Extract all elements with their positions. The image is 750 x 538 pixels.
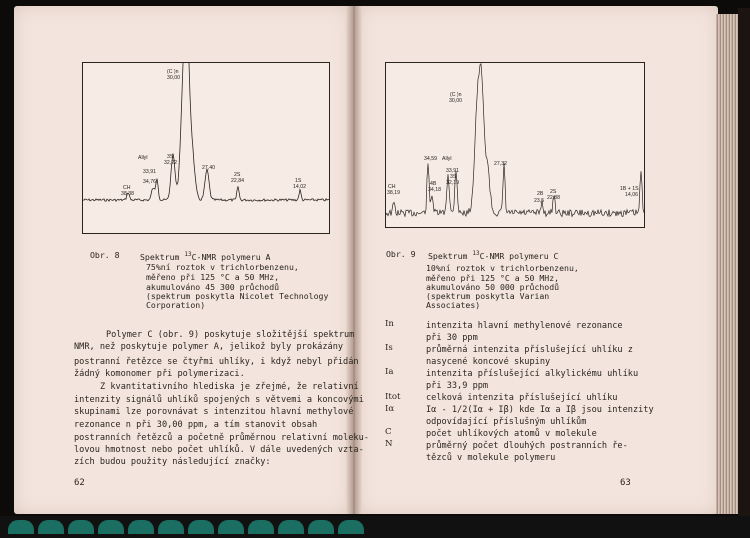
def-text: odpovídající příslušným uhlíkům bbox=[426, 417, 587, 427]
peak-value: 34,59 bbox=[424, 156, 437, 162]
figure-caption-line: 75%ní roztok v trichlorbenzenu, bbox=[146, 262, 299, 272]
def-text: tězců v molekule polymeru bbox=[426, 453, 556, 463]
figure-title-suffix: C-NMR polymeru A bbox=[191, 252, 271, 262]
def-symbol: In bbox=[385, 319, 394, 329]
peak-label: 2S bbox=[550, 189, 557, 195]
nmr-spectrum-chart-a bbox=[82, 62, 330, 234]
peak-label: CH bbox=[388, 184, 396, 190]
peak-label: (C )n bbox=[167, 69, 179, 75]
peak-label: 2S bbox=[234, 172, 241, 178]
peak-value: 34,18 bbox=[428, 187, 441, 193]
peak-label: (C )n bbox=[450, 92, 462, 98]
fabric-scallop bbox=[98, 520, 124, 534]
page-number-right: 63 bbox=[620, 478, 631, 488]
figure-caption-line: 10%ní roztok v trichlorbenzenu, bbox=[426, 263, 579, 273]
peak-value: 23,5 bbox=[534, 198, 545, 204]
figure-title bbox=[140, 250, 270, 263]
nmr-spectrum-chart-c bbox=[385, 62, 645, 228]
peak-value: 27,40 bbox=[202, 165, 215, 171]
peak-value: 22,84 bbox=[231, 178, 244, 184]
fabric-scallop bbox=[8, 520, 34, 534]
def-text: při 30 ppm bbox=[426, 333, 478, 343]
peak-label: 4B bbox=[430, 181, 437, 187]
figure-caption-line: Corporation) bbox=[146, 300, 206, 310]
peak-value: 38,19 bbox=[387, 190, 400, 196]
body-line: intenzity signálů uhlíků spojených s větvemi a koncovými bbox=[74, 395, 364, 405]
peak-value: 32,19 bbox=[446, 180, 459, 186]
figure-title bbox=[428, 249, 558, 262]
peak-value: 33,91 bbox=[446, 168, 459, 174]
fabric-scallop bbox=[278, 520, 304, 534]
peak-labels-c bbox=[387, 92, 639, 204]
figure-caption-line: akumulováno 50 000 průchodů bbox=[426, 282, 560, 292]
figure-title-sup: 13 bbox=[472, 250, 480, 257]
def-text: intenzita hlavní methylenové rezonance bbox=[426, 321, 623, 331]
body-line: rezonance n při 30,00 ppm, a tím stanovit obsah bbox=[74, 420, 318, 430]
figure-title-suffix: C-NMR polymeru C bbox=[479, 251, 559, 261]
def-symbol: Iα bbox=[385, 404, 395, 414]
fabric-scallop bbox=[188, 520, 214, 534]
figure-label: Obr. 8 bbox=[90, 250, 120, 260]
peak-value: 27,32 bbox=[494, 161, 507, 167]
peak-value: 38,38 bbox=[121, 191, 134, 197]
page-number-left: 62 bbox=[74, 478, 85, 488]
peak-value: 33,91 bbox=[143, 169, 156, 175]
body-line: postranní řetězce se čtyřmi uhlíky, i když nebyl přidán bbox=[74, 357, 359, 367]
peak-labels-a bbox=[121, 69, 306, 197]
def-symbol: N bbox=[385, 439, 393, 449]
def-text: nasycené koncové skupiny bbox=[426, 357, 551, 367]
body-line: Polymer C (obr. 9) poskytuje složitější spektrum bbox=[106, 330, 355, 340]
fabric-scallop bbox=[308, 520, 334, 534]
figure-caption-line: měřeno při 125 °C a 50 MHz, bbox=[426, 273, 560, 283]
peak-label: Allyl bbox=[442, 156, 452, 162]
peak-label: 3S bbox=[450, 174, 457, 180]
def-text: průměrný počet dlouhých postranních ře- bbox=[426, 441, 628, 451]
figure-label: Obr. 9 bbox=[386, 249, 416, 259]
figure-caption-line: akumulováno 45 300 průchodů bbox=[146, 282, 280, 292]
fabric-scallop bbox=[158, 520, 184, 534]
def-text: Iα - 1/2(Iα + Iβ) kde Iα a Iβ jsou intenzity bbox=[426, 405, 654, 415]
peak-value: 34,76 bbox=[143, 179, 156, 185]
peak-value: 14,02 bbox=[293, 184, 306, 190]
body-line: skupinami lze porovnávat s intenzitou hlavní methylové bbox=[74, 407, 354, 417]
fabric-scallop bbox=[248, 520, 274, 534]
fabric-scallop bbox=[218, 520, 244, 534]
def-text: průměrná intenzita příslušející uhlíku z bbox=[426, 345, 633, 355]
peak-value: 30,00 bbox=[167, 75, 180, 81]
fabric-scallop bbox=[38, 520, 64, 534]
peak-label: 2B bbox=[537, 191, 544, 197]
peak-label: CH bbox=[123, 185, 131, 191]
body-line: žádný komonomer při polymerizaci. bbox=[74, 369, 245, 379]
body-line: Z kvantitativního hlediska je zřejmé, že relativní bbox=[100, 382, 359, 392]
peak-value: 14,06 bbox=[625, 192, 638, 198]
figure-caption-line: měřeno při 125 °C a 50 MHz, bbox=[146, 272, 280, 282]
def-symbol: C bbox=[385, 427, 392, 437]
book-cover-edge bbox=[738, 8, 750, 528]
def-text: intenzita příslušející alkylickému uhlíku bbox=[426, 369, 639, 379]
figure-caption-line: (spektrum poskytla Nicolet Technology bbox=[146, 291, 329, 301]
peak-label: Allyl bbox=[138, 155, 148, 161]
fabric-scallop bbox=[68, 520, 94, 534]
body-line: lovou hmotnost nebo počet uhlíků. V dále uvedených vzta- bbox=[74, 445, 364, 455]
body-line: zích budou použity následující značky: bbox=[74, 457, 271, 467]
figure-title-prefix: Spektrum bbox=[428, 251, 468, 261]
figure-title-sup: 13 bbox=[184, 251, 192, 258]
def-text: celková intenzita příslušející uhlíku bbox=[426, 393, 618, 403]
peak-value: 32,22 bbox=[164, 160, 177, 166]
def-symbol: Ia bbox=[385, 367, 394, 377]
peak-value: 22,88 bbox=[547, 195, 560, 201]
def-text: při 33,9 ppm bbox=[426, 381, 489, 391]
peak-label: 1S bbox=[295, 178, 302, 184]
def-symbol: Itot bbox=[385, 392, 401, 402]
figure-caption-line: Associates) bbox=[426, 300, 481, 310]
fabric-scallop bbox=[128, 520, 154, 534]
body-line: postranních řetězců a početně průměrnou relativní moleku- bbox=[74, 433, 369, 443]
figure-caption-line: (spektrum poskytla Varian bbox=[426, 291, 550, 301]
fabric-scallop bbox=[338, 520, 364, 534]
peak-value: 30,00 bbox=[449, 98, 462, 104]
def-text: počet uhlíkových atomů v molekule bbox=[426, 429, 597, 439]
body-line: NMR, než poskytuje polymer A, jelikož byly prokázány bbox=[74, 342, 344, 352]
page-edges bbox=[716, 14, 738, 514]
peak-label: 1B + 1S bbox=[620, 186, 639, 192]
peak-label: 3S bbox=[167, 154, 174, 160]
figure-title-prefix: Spektrum bbox=[140, 252, 180, 262]
def-symbol: Is bbox=[385, 343, 393, 353]
